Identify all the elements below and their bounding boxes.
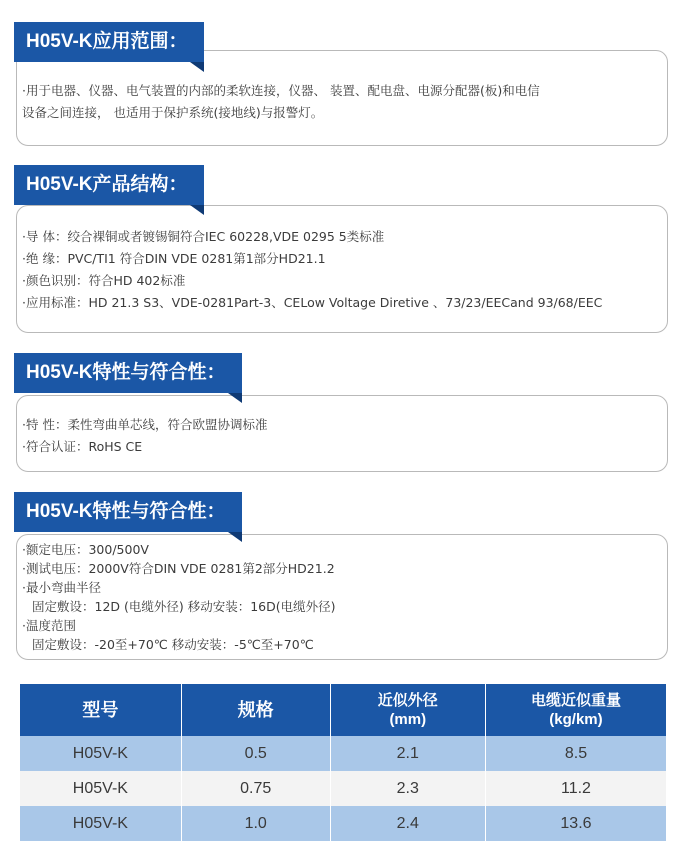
header-label: 电缆近似重量: [530, 692, 621, 709]
header-spec: [181, 684, 330, 736]
cell-spec: 0.75: [181, 771, 330, 806]
header-weight: [485, 684, 666, 736]
text-line: ·用于电器、仪器、电气装置的内部的柔软连接，仪器、 装置、配电盘、电源分配器(板)和电信: [22, 83, 540, 98]
section-title-structure: H05V-K产品结构：: [14, 165, 204, 205]
table-row: [20, 736, 666, 771]
text-line: 固定敷设：-20至+70℃ 移动安装：-5℃至+70℃: [32, 637, 314, 652]
text-line: ·测试电压：2000V符合DIN VDE 0281第2部分HD21.2: [22, 561, 335, 576]
section-title-features: H05V-K特性与符合性：: [14, 353, 242, 393]
text-line: ·温度范围: [22, 618, 76, 633]
header-model: [20, 684, 181, 736]
text-line: ·绝 缘：PVC/TI1 符合DIN VDE 0281第1部分HD21.1: [22, 251, 326, 266]
ratings-text: [22, 540, 336, 654]
table-header-row: [20, 684, 666, 736]
cell-diameter: 2.3: [330, 771, 485, 806]
cell-spec: 0.5: [181, 736, 330, 771]
structure-text: [22, 226, 602, 314]
section-title-ratings: H05V-K特性与符合性：: [14, 492, 242, 532]
header-unit: (kg/km): [549, 711, 603, 728]
section-title-application: H05V-K应用范围：: [14, 22, 204, 62]
cell-weight: 11.2: [485, 771, 666, 806]
cell-model: H05V-K: [20, 771, 181, 806]
cell-diameter: 2.4: [330, 806, 485, 841]
cell-model: H05V-K: [20, 736, 181, 771]
text-line: ·最小弯曲半径: [22, 580, 101, 595]
cell-weight: 8.5: [485, 736, 666, 771]
text-line: ·特 性：柔性弯曲单芯线，符合欧盟协调标准: [22, 417, 268, 432]
table-row: [20, 771, 666, 806]
application-text: [22, 80, 540, 124]
cell-model: H05V-K: [20, 806, 181, 841]
cell-spec: 1.0: [181, 806, 330, 841]
text-line: ·颜色识别：符合HD 402标准: [22, 273, 186, 288]
cell-weight: 13.6: [485, 806, 666, 841]
text-line: ·符合认证：RoHS CE: [22, 439, 143, 454]
cell-diameter: 2.1: [330, 736, 485, 771]
text-line: ·导 体：绞合裸铜或者镀锡铜符合IEC 60228,VDE 0295 5类标准: [22, 229, 385, 244]
spec-table: [20, 684, 666, 841]
text-line: 固定敷设：12D (电缆外径) 移动安装：16D(电缆外径): [32, 599, 336, 614]
header-diameter: [330, 684, 485, 736]
header-label: 规格: [237, 699, 274, 720]
features-text: [22, 414, 267, 458]
table-row: [20, 806, 666, 841]
text-line: ·额定电压：300/500V: [22, 542, 149, 557]
text-line: 设备之间连接， 也适用于保护系统(接地线)与报警灯。: [22, 105, 324, 120]
header-label: 型号: [82, 699, 119, 720]
header-unit: (mm): [389, 711, 427, 728]
header-label: 近似外径: [377, 692, 438, 709]
text-line: ·应用标准：HD 21.3 S3、VDE-0281Part-3、CELow Voltage Diretive 、73/23/EECand 93/68/EEC: [22, 295, 603, 310]
